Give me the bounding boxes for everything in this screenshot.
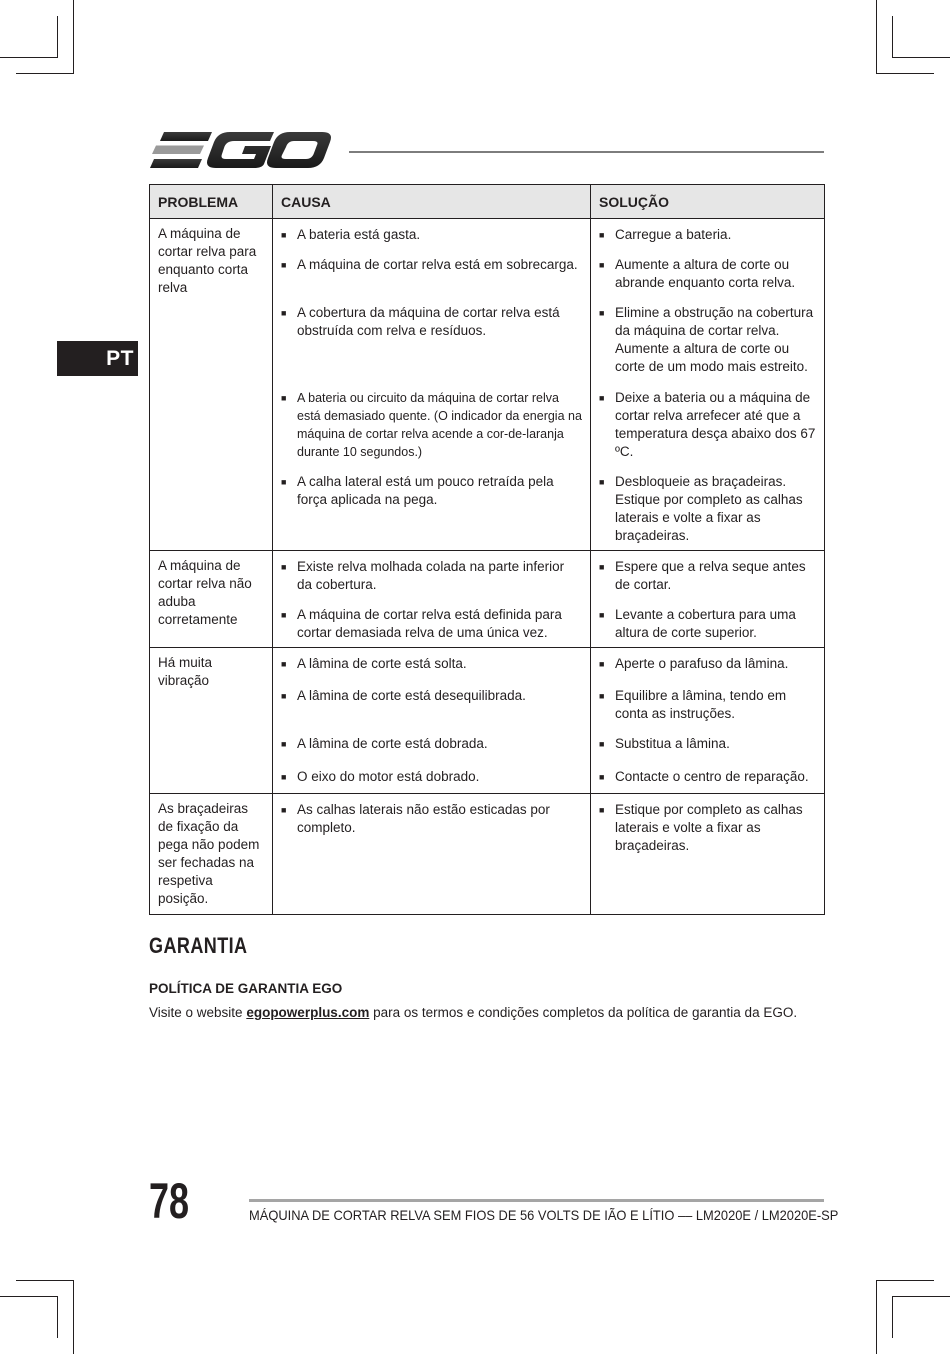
crop-mark xyxy=(876,0,877,74)
cause-item: ■ A máquina de cortar relva está definida para cortar demasiada relva de uma única vez. xyxy=(281,607,562,640)
bullet-icon: ■ xyxy=(281,477,287,487)
cause-item: ■ O eixo do motor está dobrado. xyxy=(281,768,582,788)
bullet-icon: ■ xyxy=(281,393,287,403)
crop-mark xyxy=(16,1280,74,1281)
solution-cell xyxy=(591,794,825,915)
cause-item: ■ A calha lateral está um pouco retraída pela força aplicada na pega. xyxy=(281,473,582,545)
problem-cell: A máquina de cortar relva para enquanto corta relva xyxy=(150,219,273,551)
header-cause: CAUSA xyxy=(273,185,591,219)
website-link[interactable]: egopowerplus.com xyxy=(246,1005,370,1020)
bullet-icon: ■ xyxy=(599,230,605,240)
solution-item: ■ Contacte o centro de reparação. xyxy=(599,768,816,788)
header-problem: PROBLEMA xyxy=(150,185,273,219)
bullet-icon: ■ xyxy=(599,477,605,487)
solution-cell xyxy=(591,648,825,794)
crop-mark xyxy=(892,16,893,58)
crop-mark xyxy=(0,57,58,58)
problem-cell: Há muita vibração xyxy=(150,648,273,794)
solution-item: ■ Carregue a bateria. xyxy=(599,226,816,256)
bullet-icon: ■ xyxy=(281,739,287,749)
bullet-icon: ■ xyxy=(599,659,605,669)
bullet-icon: ■ xyxy=(599,308,605,318)
bullet-icon: ■ xyxy=(599,805,605,815)
solution-item: ■ Deixe a bateria ou a máquina de cortar relva arrefecer até que a temperatura desça abaixo dos 67 ºC. xyxy=(599,389,816,473)
bullet-icon: ■ xyxy=(599,562,605,572)
warranty-title: GARANTIA xyxy=(149,933,248,958)
language-tab: PT xyxy=(57,341,138,376)
cause-cell xyxy=(273,551,591,648)
crop-mark xyxy=(73,1280,74,1354)
footer-text: MÁQUINA DE CORTAR RELVA SEM FIOS DE 56 VOLTS DE IÃO E LÍTIO –– LM2020E / LM2020E-SP xyxy=(249,1207,839,1223)
footer-rule xyxy=(249,1199,824,1202)
bullet-icon: ■ xyxy=(281,659,287,669)
cause-item: ■ A bateria ou circuito da máquina de cortar relva está demasiado quente. (O indicador da energia na máquina de cortar relva acende a cor-de-laranja durante 10 segundos.) xyxy=(281,389,582,473)
bullet-icon: ■ xyxy=(599,772,605,782)
table-row xyxy=(150,794,825,915)
solution-item: ■ Substitua a lâmina. xyxy=(599,735,816,768)
crop-mark xyxy=(892,1296,950,1297)
bullet-icon: ■ xyxy=(599,739,605,749)
solution-item: ■ Desbloqueie as braçadeiras. Estique por completo as calhas laterais e volte a fixar as braçadeiras. xyxy=(599,474,803,543)
cause-item: ■ Existe relva molhada colada na parte inferior da cobertura. xyxy=(281,558,582,606)
cause-item: ■ A lâmina de corte está dobrada. xyxy=(281,735,582,768)
crop-mark xyxy=(876,1280,877,1354)
crop-mark xyxy=(57,16,58,58)
crop-mark xyxy=(0,1296,58,1297)
bullet-icon: ■ xyxy=(599,260,605,270)
header-solution: SOLUÇÃO xyxy=(591,185,825,219)
cause-item: ■ A máquina de cortar relva está em sobrecarga. xyxy=(281,256,582,304)
cause-item: ■ A lâmina de corte está desequilibrada. xyxy=(281,687,582,735)
cause-item: ■ A lâmina de corte está solta. xyxy=(281,655,582,687)
crop-mark xyxy=(876,73,934,74)
bullet-icon: ■ xyxy=(281,610,287,620)
troubleshooting-table xyxy=(149,184,825,915)
header-rule xyxy=(349,151,824,153)
bullet-icon: ■ xyxy=(281,691,287,701)
crop-mark xyxy=(892,1296,893,1338)
solution-item: ■ Equilibre a lâmina, tendo em conta as instruções. xyxy=(599,687,816,735)
solution-item: ■ Levante a cobertura para uma altura de corte superior. xyxy=(599,607,796,640)
bullet-icon: ■ xyxy=(281,772,287,782)
cause-cell xyxy=(273,219,591,551)
solution-item: ■ Elimine a obstrução na cobertura da máquina de cortar relva. Aumente a altura de corte ou corte de um modo mais estreito. xyxy=(599,304,816,389)
crop-mark xyxy=(57,1296,58,1338)
bullet-icon: ■ xyxy=(281,308,287,318)
page-number: 78 xyxy=(149,1173,190,1229)
solution-cell xyxy=(591,551,825,648)
crop-mark xyxy=(892,57,950,58)
crop-mark xyxy=(16,73,74,74)
cause-item: ■ As calhas laterais não estão esticadas por completo. xyxy=(281,802,550,835)
crop-mark xyxy=(73,0,74,74)
bullet-icon: ■ xyxy=(599,610,605,620)
table-row xyxy=(150,648,825,794)
bullet-icon: ■ xyxy=(281,805,287,815)
solution-item: ■ Aumente a altura de corte ou abrande enquanto corta relva. xyxy=(599,256,816,304)
bullet-icon: ■ xyxy=(281,230,287,240)
problem-cell: A máquina de cortar relva não aduba corretamente xyxy=(150,551,273,648)
ego-logo xyxy=(150,128,332,172)
table-row xyxy=(150,551,825,648)
cause-item: ■ A cobertura da máquina de cortar relva está obstruída com relva e resíduos. xyxy=(281,304,582,389)
bullet-icon: ■ xyxy=(599,393,605,403)
warranty-text: Visite o website egopowerplus.com para os termos e condições completos da política de garantia da EGO. xyxy=(149,1005,798,1020)
solution-item: ■ Estique por completo as calhas laterais e volte a fixar as braçadeiras. xyxy=(599,802,803,853)
problem-cell: As braçadeiras de fixação da pega não podem ser fechadas na respetiva posição. xyxy=(150,794,273,915)
table-row xyxy=(150,219,825,551)
warranty-subtitle: POLÍTICA DE GARANTIA EGO xyxy=(149,981,343,996)
solution-item: ■ Espere que a relva seque antes de cortar. xyxy=(599,558,816,606)
solution-cell xyxy=(591,219,825,551)
crop-mark xyxy=(876,1280,934,1281)
cause-cell xyxy=(273,794,591,915)
solution-item: ■ Aperte o parafuso da lâmina. xyxy=(599,655,816,687)
table-header-row xyxy=(150,185,825,219)
bullet-icon: ■ xyxy=(599,691,605,701)
cause-item: ■ A bateria está gasta. xyxy=(281,226,582,256)
bullet-icon: ■ xyxy=(281,562,287,572)
bullet-icon: ■ xyxy=(281,260,287,270)
cause-cell xyxy=(273,648,591,794)
